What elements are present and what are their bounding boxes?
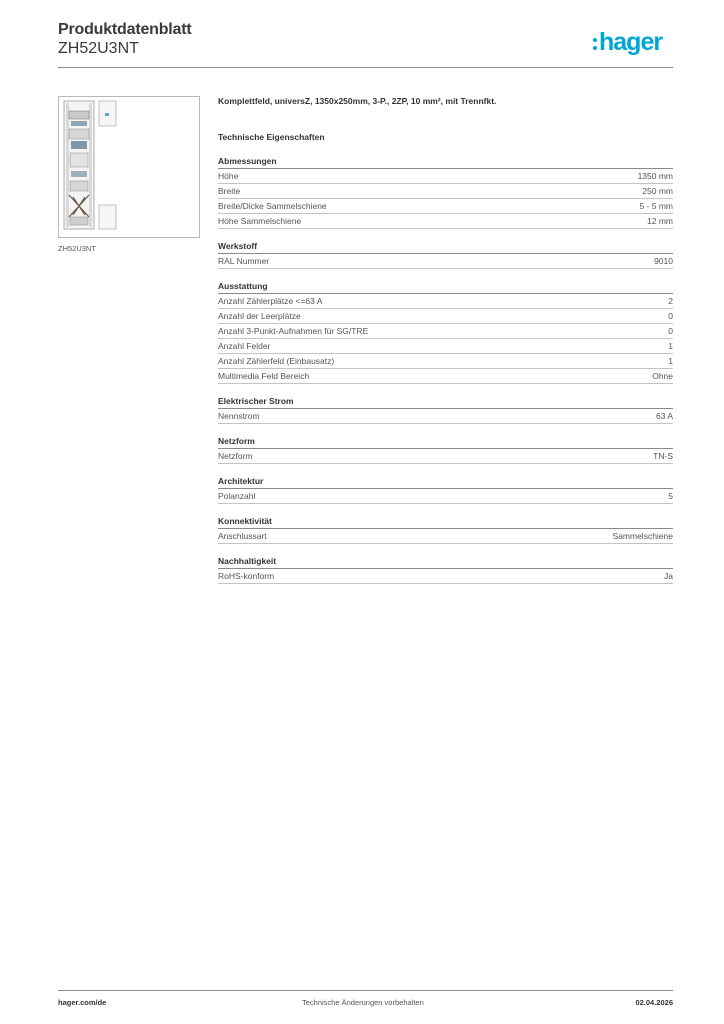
spec-value: TN-S	[653, 451, 673, 461]
header-divider	[58, 67, 673, 68]
spec-label: Höhe	[218, 171, 239, 181]
spec-value: 250 mm	[642, 186, 673, 196]
spec-value: 0	[668, 326, 673, 336]
section-title: Abmessungen	[218, 155, 673, 169]
spec-label: Breite/Dicke Sammelschiene	[218, 201, 327, 211]
spec-row	[218, 184, 673, 199]
spec-value: 5	[668, 491, 673, 501]
spec-row	[218, 409, 673, 424]
hager-logo	[593, 28, 662, 56]
spec-value: 9010	[654, 256, 673, 266]
spec-section	[218, 515, 673, 544]
product-illustration	[59, 97, 199, 237]
spec-section	[218, 475, 673, 504]
page-title: Produktdatenblatt	[58, 21, 192, 38]
spec-label: Anzahl Felder	[218, 341, 271, 351]
spec-value: 1	[668, 356, 673, 366]
spec-label: Anzahl Zählerplätze <=63 A	[218, 296, 323, 306]
section-title: Architektur	[218, 475, 673, 489]
spec-label: Multimedia Feld Bereich	[218, 371, 310, 381]
logo-text: hager	[599, 27, 663, 56]
spec-label: Höhe Sammelschiene	[218, 216, 302, 226]
footer-website: hager.com/de	[58, 998, 107, 1007]
spec-label: Polanzahl	[218, 491, 256, 501]
spec-section	[218, 155, 673, 229]
section-title: Werkstoff	[218, 240, 673, 254]
spec-row	[218, 449, 673, 464]
spec-value: Ja	[664, 571, 673, 581]
spec-value: 0	[668, 311, 673, 321]
spec-value: Ohne	[652, 371, 673, 381]
technical-heading: Technische Eigenschaften	[218, 132, 325, 142]
spec-label: RoHS-konform	[218, 571, 275, 581]
spec-value: 63 A	[655, 411, 673, 421]
section-title: Konnektivität	[218, 515, 673, 529]
spec-row	[218, 309, 673, 324]
spec-row	[218, 214, 673, 229]
footer-date: 02.04.2026	[635, 998, 673, 1007]
spec-row	[218, 294, 673, 309]
spec-value: 1350 mm	[637, 171, 673, 181]
spec-row	[218, 254, 673, 269]
product-description: Komplettfeld, universZ, 1350x250mm, 3-P., 2ZP, 10 mm², mit Trennfkt.	[218, 96, 497, 106]
logo-dots-icon	[593, 38, 597, 50]
spec-label: Nennstrom	[218, 411, 260, 421]
product-code: ZH52U3NT	[58, 40, 139, 57]
spec-row	[218, 169, 673, 184]
section-title: Ausstattung	[218, 280, 673, 294]
spec-section	[218, 555, 673, 584]
footer-divider	[58, 990, 673, 991]
spec-row	[218, 569, 673, 584]
spec-label: Netzform	[218, 451, 253, 461]
product-details	[218, 94, 673, 584]
spec-label: RAL Nummer	[218, 256, 270, 266]
spec-label: Anzahl 3-Punkt-Aufnahmen für SG/TRE	[218, 326, 369, 336]
product-image-caption: ZH52U3NT	[58, 244, 96, 253]
footer-disclaimer: Technische Änderungen vorbehalten	[302, 998, 424, 1007]
spec-label: Anzahl Zählerfeld (Einbausatz)	[218, 356, 335, 366]
spec-row	[218, 339, 673, 354]
spec-row	[218, 324, 673, 339]
spec-row	[218, 369, 673, 384]
spec-label: Anzahl der Leerplätze	[218, 311, 301, 321]
spec-label: Anschlussart	[218, 531, 267, 541]
spec-section	[218, 435, 673, 464]
spec-value: 5 - 5 mm	[639, 201, 673, 211]
section-title: Nachhaltigkeit	[218, 555, 673, 569]
spec-value: 1	[668, 341, 673, 351]
spec-sections	[218, 155, 673, 584]
product-image	[58, 96, 200, 238]
spec-value: 2	[668, 296, 673, 306]
spec-row	[218, 354, 673, 369]
section-title: Netzform	[218, 435, 673, 449]
spec-section	[218, 240, 673, 269]
spec-value: 12 mm	[647, 216, 673, 226]
spec-label: Breite	[218, 186, 241, 196]
spec-row	[218, 199, 673, 214]
section-title: Elektrischer Strom	[218, 395, 673, 409]
spec-section	[218, 280, 673, 384]
spec-row	[218, 529, 673, 544]
spec-value: Sammelschiene	[612, 531, 673, 541]
spec-section	[218, 395, 673, 424]
spec-row	[218, 489, 673, 504]
